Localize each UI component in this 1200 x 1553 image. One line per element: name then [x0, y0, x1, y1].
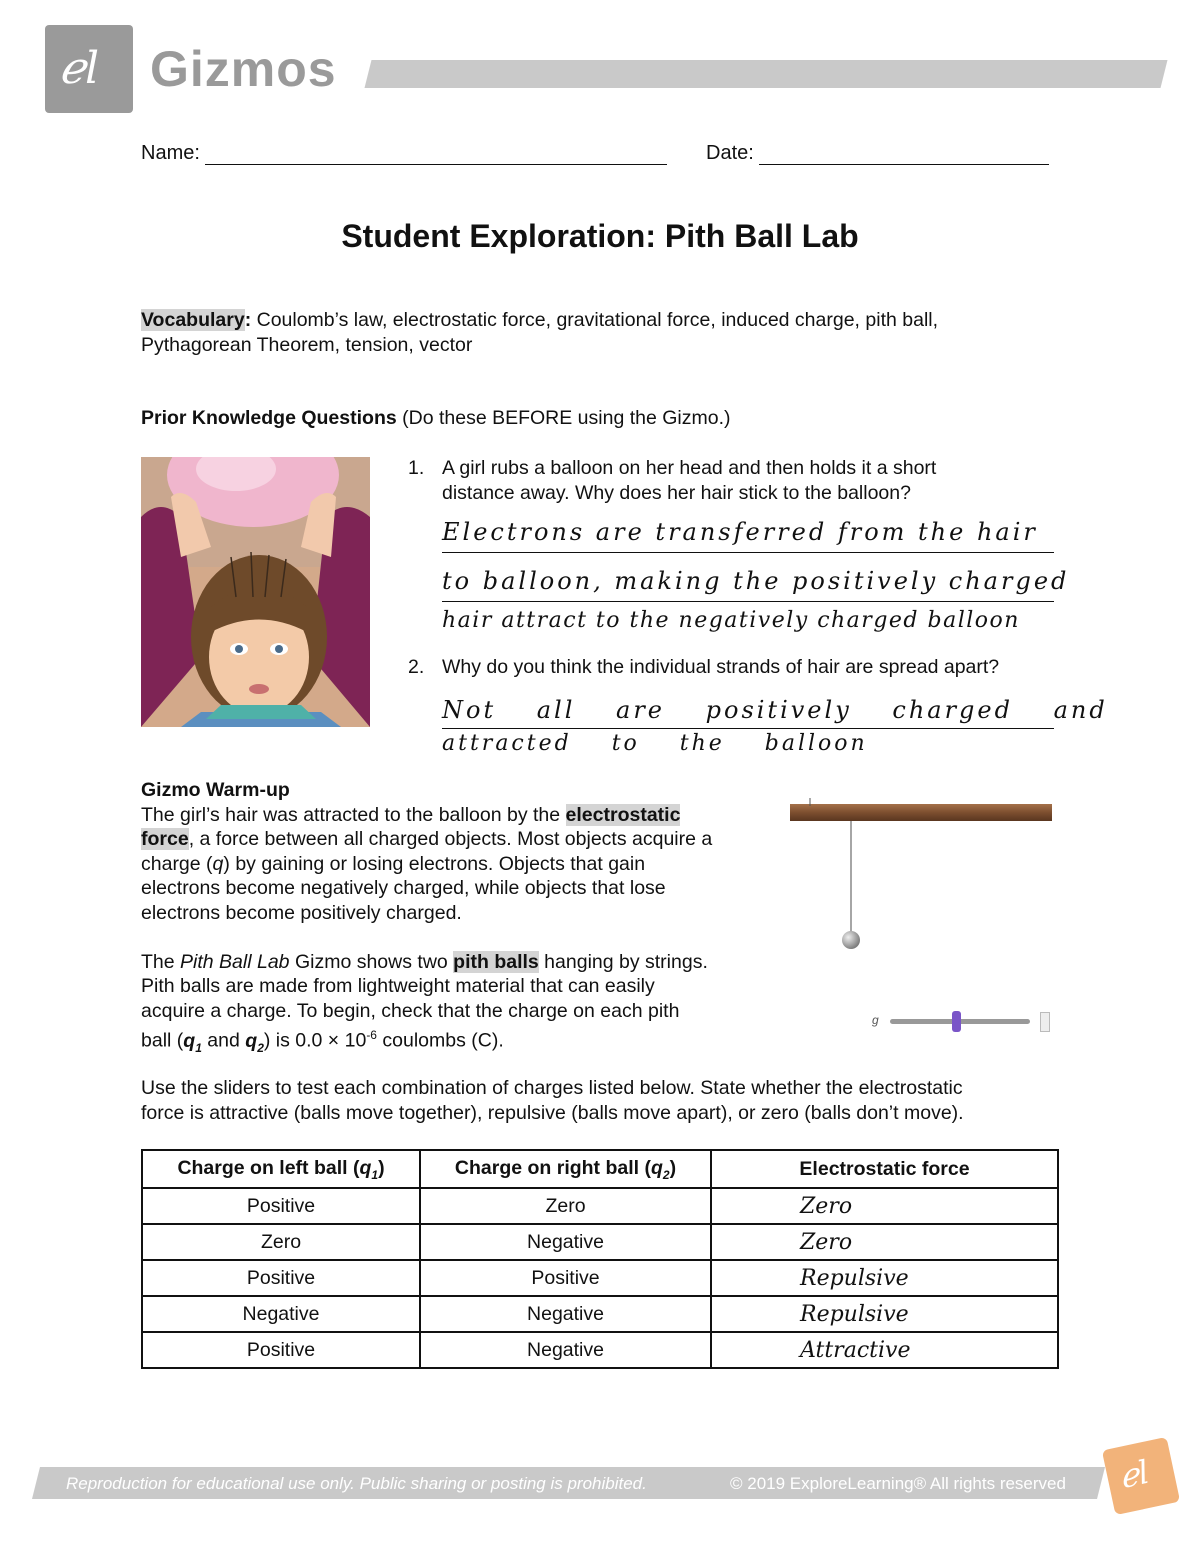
- prior-knowledge-heading: [141, 406, 731, 431]
- charges-table: [141, 1149, 1059, 1369]
- header-left-close: ): [378, 1156, 385, 1179]
- vocabulary-text-2: Pythagorean Theorem, tension, vector: [141, 333, 473, 356]
- header-left-text: Charge on left ball (: [177, 1156, 360, 1179]
- table-row: [142, 1260, 1058, 1296]
- header-force: Electrostatic force: [711, 1150, 1058, 1188]
- answer-1-line-3[interactable]: hair attract to the negatively charged balloon: [442, 608, 1020, 633]
- slider-thumb[interactable]: [952, 1011, 961, 1032]
- prior-knowledge-title: Prior Knowledge Questions: [141, 407, 397, 429]
- warmup-section: [141, 778, 791, 1060]
- header-bar: [365, 60, 1168, 88]
- warmup-p1-text: The girl’s hair was attracted to the balloon by the: [141, 803, 566, 826]
- name-field[interactable]: [141, 142, 667, 165]
- q2-symbol: q: [245, 1029, 258, 1052]
- question-2-number: 2.: [408, 656, 425, 678]
- table-instructions: [141, 1076, 1071, 1125]
- slider-label: g: [872, 1013, 879, 1027]
- row-5-force[interactable]: Attractive: [711, 1332, 1058, 1368]
- header-left-charge: [142, 1150, 420, 1188]
- warmup-p2-text-4a: ball (: [141, 1029, 184, 1052]
- vocabulary-section: [141, 308, 1071, 357]
- warmup-p2-text-4b: ) is 0.0 × 10: [263, 1029, 367, 1052]
- instructions-line-2: force is attractive (balls move together), repulsive (balls move apart), or zero (balls don’t move).: [141, 1101, 964, 1124]
- warmup-p2-text-c: hanging by strings.: [538, 950, 708, 973]
- warmup-p1-text-3a: charge (: [141, 852, 213, 875]
- prior-knowledge-note: (Do these BEFORE using the Gizmo.): [396, 407, 731, 429]
- row-2-left: Zero: [142, 1224, 420, 1260]
- q2-subscript: 2: [257, 1040, 264, 1055]
- gizmo-name: Pith Ball Lab: [180, 950, 290, 973]
- answer-2-line-2[interactable]: attracted to the balloon: [442, 731, 868, 756]
- vocabulary-colon: :: [244, 309, 252, 331]
- table-row: [142, 1332, 1058, 1368]
- q1-subscript: 1: [195, 1040, 202, 1055]
- row-1-force[interactable]: Zero: [711, 1188, 1058, 1224]
- date-field[interactable]: [706, 142, 1049, 165]
- table-row: [142, 1224, 1058, 1260]
- question-1-number: 1.: [408, 457, 425, 479]
- logo-glyph: ℯl: [59, 43, 100, 94]
- warmup-p2-text-4c: coulombs (C).: [376, 1029, 504, 1052]
- footer-logo-glyph: ℯl: [1115, 1452, 1153, 1497]
- warmup-p1-text-4: electrons become negatively charged, while objects that lose: [141, 877, 666, 899]
- row-1-left: Positive: [142, 1188, 420, 1224]
- header-left-q: q: [359, 1156, 372, 1179]
- table-header-row: [142, 1150, 1058, 1188]
- row-3-left: Positive: [142, 1260, 420, 1296]
- footer-copyright: © 2019 ExploreLearning® All rights reserved: [730, 1474, 1066, 1493]
- warmup-p2-text-2: Pith balls are made from lightweight material that can easily: [141, 975, 655, 997]
- row-4-right: Negative: [420, 1296, 711, 1332]
- warmup-p2-and: and: [201, 1029, 246, 1052]
- name-label: Name:: [141, 142, 200, 164]
- row-2-force[interactable]: Zero: [711, 1224, 1058, 1260]
- warmup-p2-text-a: The: [141, 950, 181, 973]
- header-right-q: q: [650, 1156, 663, 1179]
- page-title: Student Exploration: Pith Ball Lab: [341, 218, 859, 254]
- answer-2-line-1[interactable]: Not all are positively charged and: [442, 696, 1054, 729]
- girl-balloon-photo: [141, 457, 370, 727]
- highlight-force: force: [141, 828, 189, 850]
- row-3-right: Positive: [420, 1260, 711, 1296]
- brand-name: Gizmos: [150, 41, 337, 97]
- gizmos-logo: [45, 25, 133, 113]
- header-right-text: Charge on right ball (: [454, 1156, 651, 1179]
- slider-value-box[interactable]: [1040, 1012, 1050, 1032]
- row-4-left: Negative: [142, 1296, 420, 1332]
- pith-ball-illustration: [790, 796, 1052, 956]
- question-1-line-2: distance away. Why does her hair stick to the balloon?: [442, 481, 911, 504]
- table-row: [142, 1296, 1058, 1332]
- explorelearning-logo: [1102, 1437, 1180, 1515]
- table-row: [142, 1188, 1058, 1224]
- vocabulary-label: Vocabulary: [141, 309, 245, 331]
- warmup-heading: Gizmo Warm-up: [141, 779, 290, 801]
- instructions-line-1: Use the sliders to test each combination of charges listed below. State whether the electrostatic: [141, 1077, 963, 1099]
- row-1-right: Zero: [420, 1188, 711, 1224]
- charge-symbol: q: [212, 852, 224, 875]
- highlight-pith-balls: pith balls: [453, 950, 539, 973]
- warmup-p1-text-5: electrons become positively charged.: [141, 901, 462, 924]
- highlight-electrostatic: electrostatic: [565, 803, 681, 826]
- row-5-left: Positive: [142, 1332, 420, 1368]
- date-line[interactable]: [759, 142, 1049, 165]
- row-2-right: Negative: [420, 1224, 711, 1260]
- header-right-close: ): [669, 1156, 677, 1179]
- row-4-force[interactable]: Repulsive: [711, 1296, 1058, 1332]
- exponent: -6: [366, 1028, 377, 1042]
- vocabulary-text-1: Coulomb’s law, electrostatic force, gravitational force, induced charge, pith ball,: [251, 309, 939, 331]
- warmup-p1-text-2: , a force between all charged objects. Most objects acquire a: [188, 828, 713, 850]
- header-left-sub: 1: [371, 1167, 379, 1182]
- footer-notice: Reproduction for educational use only. Public sharing or posting is prohibited.: [66, 1474, 647, 1493]
- gravity-slider[interactable]: [872, 1010, 1052, 1034]
- date-label: Date:: [706, 142, 754, 164]
- warmup-p1-text-3b: ) by gaining or losing electrons. Objects that gain: [223, 852, 646, 875]
- name-line[interactable]: [205, 142, 667, 165]
- question-2-answer[interactable]: [442, 696, 1108, 761]
- warmup-p2-text-3: acquire a charge. To begin, check that the charge on each pith: [141, 999, 680, 1022]
- header-right-sub: 2: [662, 1167, 670, 1182]
- row-3-force[interactable]: Repulsive: [711, 1260, 1058, 1296]
- header-right-charge: [420, 1150, 711, 1188]
- answer-1-line-2[interactable]: to balloon, making the positively charged: [442, 567, 1054, 602]
- question-2-text: Why do you think the individual strands of hair are spread apart?: [442, 656, 1000, 678]
- question-1-answer[interactable]: [442, 518, 1070, 642]
- answer-1-line-1[interactable]: Electrons are transferred from the hair: [442, 518, 1054, 553]
- question-1-text: [442, 456, 1062, 505]
- warmup-p2-text-b: Gizmo shows two: [289, 950, 454, 973]
- row-5-right: Negative: [420, 1332, 711, 1368]
- q1-symbol: q: [183, 1029, 196, 1052]
- question-1-line-1: A girl rubs a balloon on her head and then holds it a short: [442, 457, 937, 479]
